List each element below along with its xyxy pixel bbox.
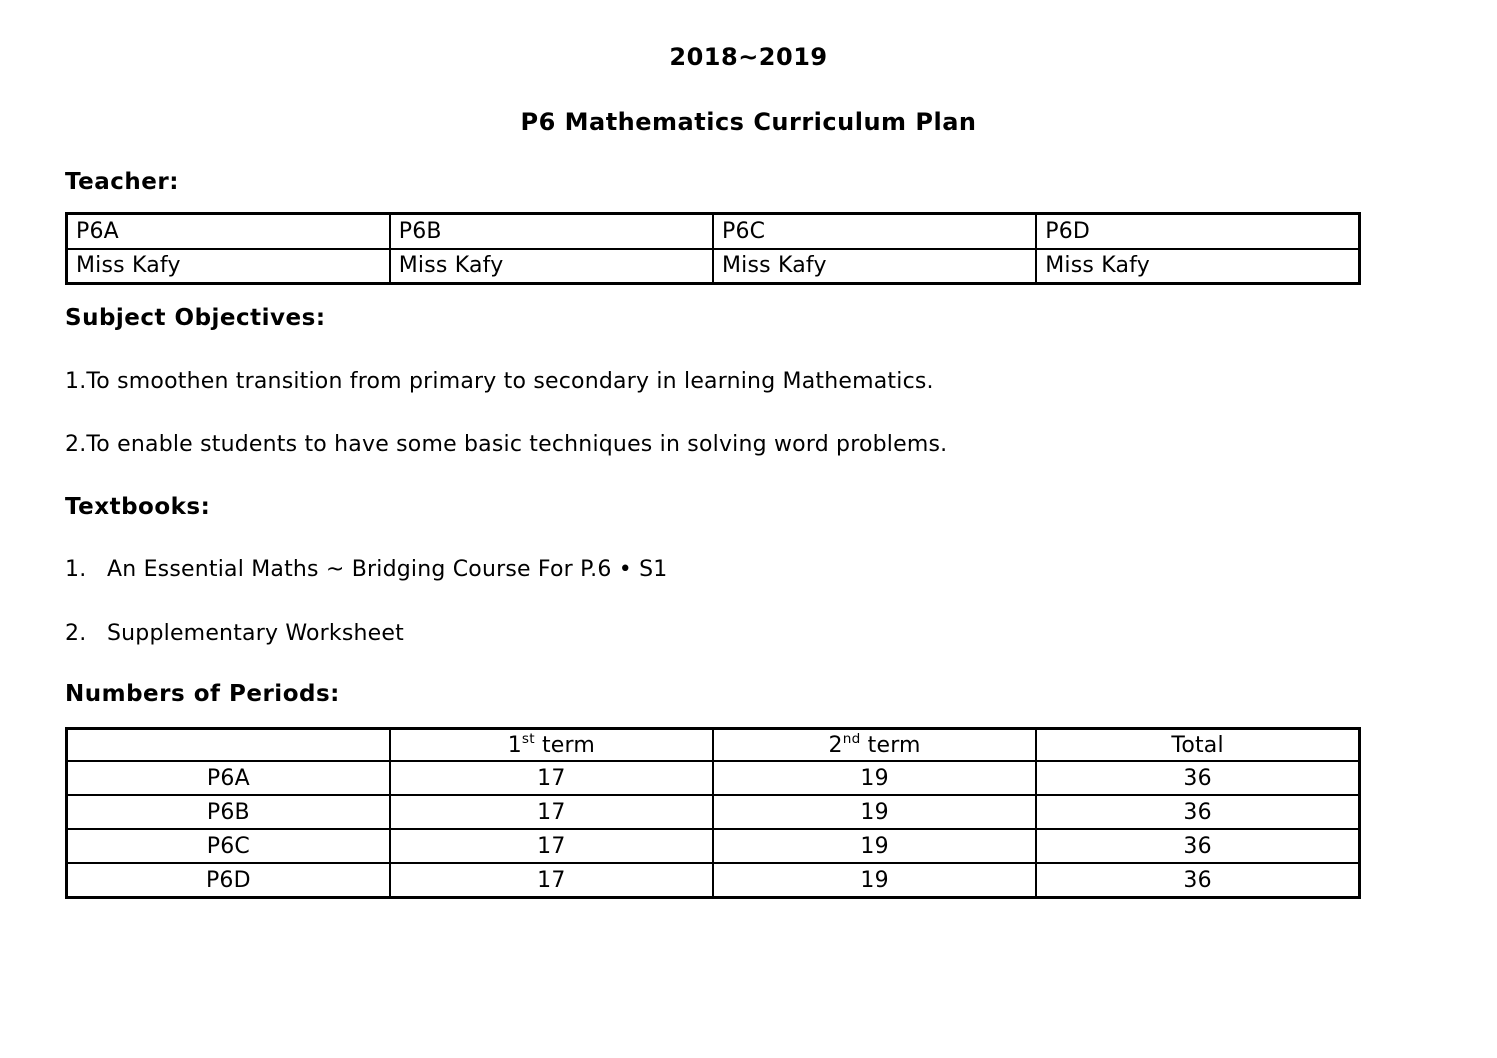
term2-cell: 19 xyxy=(713,795,1036,829)
objective-item: 2.To enable students to have some basic techniques in solving word problems. xyxy=(65,432,948,458)
class-header-cell: P6C xyxy=(713,214,1036,249)
objectives-heading: Subject Objectives: xyxy=(65,305,326,332)
teacher-heading: Teacher: xyxy=(65,168,179,195)
term1-cell: 17 xyxy=(390,829,713,863)
class-label-cell: P6A xyxy=(67,761,390,795)
textbook-title: An Essential Maths ~ Bridging Course For P.6 • S1 xyxy=(107,557,668,583)
teacher-table xyxy=(65,212,1361,285)
periods-row xyxy=(67,795,1360,829)
total-cell: 36 xyxy=(1036,863,1359,897)
periods-header-cell-empty xyxy=(67,728,390,761)
periods-row xyxy=(67,829,1360,863)
textbook-title: Supplementary Worksheet xyxy=(107,620,404,646)
periods-table xyxy=(65,727,1361,899)
page-subtitle: P6 Mathematics Curriculum Plan xyxy=(520,107,977,136)
teacher-name-cell: Miss Kafy xyxy=(67,249,390,284)
class-label-cell: P6C xyxy=(67,829,390,863)
objective-item: 1.To smoothen transition from primary to secondary in learning Mathematics. xyxy=(65,368,934,394)
page-title: 2018~2019 xyxy=(669,43,828,71)
periods-header-row xyxy=(67,728,1360,761)
teacher-name-cell: Miss Kafy xyxy=(390,249,713,284)
class-header-cell: P6D xyxy=(1036,214,1359,249)
class-header-cell: P6B xyxy=(390,214,713,249)
document-content xyxy=(65,169,1361,899)
term1-cell: 17 xyxy=(390,761,713,795)
textbook-item xyxy=(65,556,1361,584)
term2-cell: 19 xyxy=(713,829,1036,863)
textbook-number: 1. xyxy=(65,557,87,583)
total-cell: 36 xyxy=(1036,761,1359,795)
total-cell: 36 xyxy=(1036,829,1359,863)
periods-header-cell-total: Total xyxy=(1036,728,1359,761)
class-label-cell: P6D xyxy=(67,863,390,897)
textbook-number: 2. xyxy=(65,620,87,646)
class-header-cell: P6A xyxy=(67,214,390,249)
teacher-name-cell: Miss Kafy xyxy=(713,249,1036,284)
periods-row xyxy=(67,761,1360,795)
periods-heading: Numbers of Periods: xyxy=(65,681,340,708)
term1-cell: 17 xyxy=(390,863,713,897)
periods-header-cell-term1: 1st term xyxy=(390,728,713,761)
term2-cell: 19 xyxy=(713,761,1036,795)
teacher-table-class-row xyxy=(67,214,1360,249)
term1-cell: 17 xyxy=(390,795,713,829)
textbook-item xyxy=(65,620,1361,648)
teacher-table-name-row xyxy=(67,249,1360,284)
class-label-cell: P6B xyxy=(67,795,390,829)
term2-cell: 19 xyxy=(713,863,1036,897)
textbooks-heading: Textbooks: xyxy=(65,493,211,520)
periods-row xyxy=(67,863,1360,897)
periods-header-cell-term2: 2nd term xyxy=(713,728,1036,761)
teacher-name-cell: Miss Kafy xyxy=(1036,249,1359,284)
total-cell: 36 xyxy=(1036,795,1359,829)
